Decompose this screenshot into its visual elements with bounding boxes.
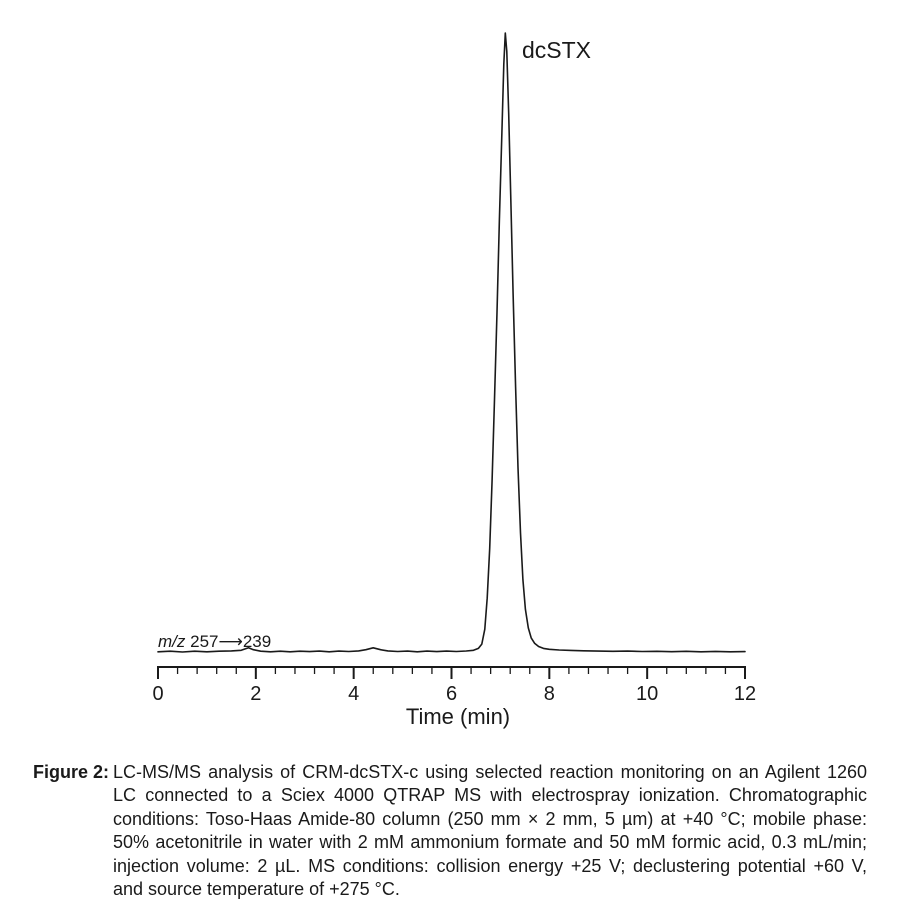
transition-label-mz: m/z: [158, 632, 186, 651]
x-axis-tick-label: 8: [543, 683, 555, 705]
caption-line: and source temperature of +275 °C.: [113, 879, 400, 900]
x-axis-tick-label: 4: [348, 683, 360, 705]
caption-line: LC connected to a Sciex 4000 QTRAP MS with electrospray ionization. Chromatographic: [113, 785, 867, 806]
peak-label: dcSTX: [522, 37, 592, 63]
x-axis-title: Time (min): [405, 704, 511, 729]
chromatogram-trace: [158, 33, 745, 652]
caption-line: injection volume: 2 µL. MS conditions: collision energy +25 V; declustering potential +60 V,: [113, 855, 867, 876]
x-axis-tick-label: 10: [636, 683, 659, 705]
caption-line: 50% acetonitrile in water with 2 mM ammonium formate and 50 mM formic acid, 0.3 mL/min;: [113, 832, 867, 853]
figure-caption-text: [113, 761, 867, 901]
transition-label-values: 257⟶239: [185, 632, 272, 651]
x-axis-tick-label: 0: [152, 683, 164, 705]
x-axis-tick-label: 12: [733, 683, 757, 705]
x-axis-tick-label: 2: [250, 683, 262, 705]
caption-line: LC-MS/MS analysis of CRM-dcSTX-c using selected reaction monitoring on an Agilent 1260: [113, 762, 867, 782]
transition-label: [158, 632, 271, 651]
figure-caption: [33, 761, 867, 901]
caption-line: conditions: Toso-Haas Amide-80 column (250 mm × 2 mm, 5 µm) at +40 °C; mobile phase:: [113, 808, 867, 829]
x-axis-tick-label: 6: [445, 683, 458, 705]
figure-caption-label: Figure 2:: [33, 762, 110, 782]
